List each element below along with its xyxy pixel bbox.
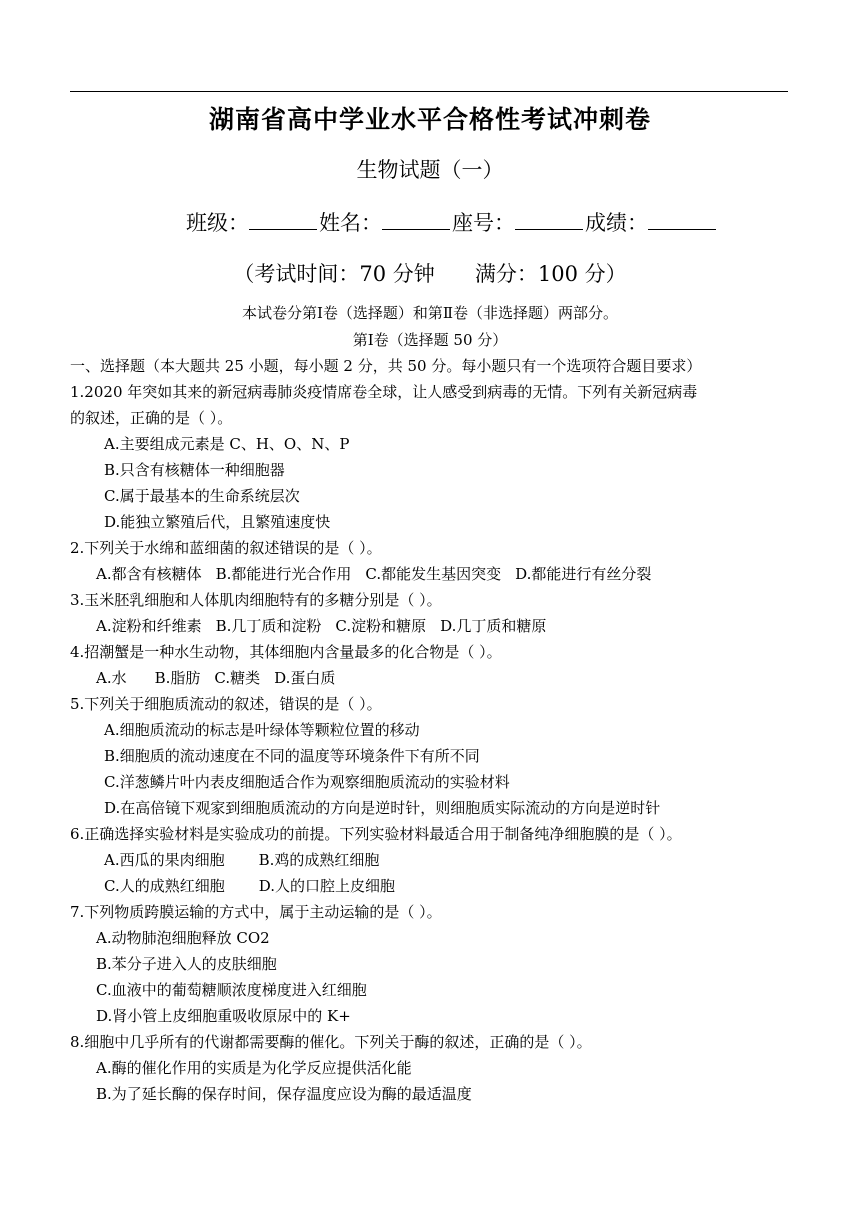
q1-stem-line2: 的叙述，正确的是（ ）。 [70,409,233,427]
full-score: 满分：100 分） [474,262,627,286]
q2-option-c: C.都能发生基因突变 [365,565,502,583]
exam-subtitle: 生物试题（一） [356,158,504,182]
q8-stem: 8.细胞中几乎所有的代谢都需要酶的催化。下列关于酶的叙述，正确的是（ ）。 [70,1033,592,1051]
q5-option-a: A.细胞质流动的标志是叶绿体等颗粒位置的移动 [104,721,420,739]
q6-option-b: B.鸡的成熟红细胞 [258,851,380,869]
q6-options-row2 [70,873,800,899]
questions-body [70,353,800,1107]
q2-option-d: D.都能进行有丝分裂 [515,565,652,583]
seat-blank [515,207,583,230]
q6-option-c: C.人的成熟红细胞 [104,877,225,895]
q8-option-b: B.为了延长酶的保存时间，保存温度应设为酶的最适温度 [96,1085,472,1103]
q2-options [70,561,800,587]
q2-stem: 2.下列关于水绵和蓝细菌的叙述错误的是（ ）。 [70,539,382,557]
q1-option-c: C.属于最基本的生命系统层次 [104,487,300,505]
q1-option-a: A.主要组成元素是 C、H、O、N、P [104,435,350,453]
student-info-row [186,205,718,241]
score-label: 成绩： [585,211,648,235]
q6-stem: 6.正确选择实验材料是实验成功的前提。下列实验材料最适合用于制备纯净细胞膜的是（ ）。 [70,825,682,843]
q4-option-c: C.糖类 [214,669,261,687]
structure-note: 本试卷分第Ⅰ卷（选择题）和第Ⅱ卷（非选择题）两部分。 [241,304,619,322]
score-blank [648,207,716,230]
q7-stem: 7.下列物质跨膜运输的方式中，属于主动运输的是（ ）。 [70,903,442,921]
time-limit: （考试时间：70 分钟 [233,262,435,286]
q6-option-a: A.西瓜的果肉细胞 [104,851,225,869]
q1-stem-line1: 1.2020 年突如其来的新冠病毒肺炎疫情席卷全球，让人感受到病毒的无情。下列有关新冠病毒 [70,383,698,401]
q4-option-d: D.蛋白质 [274,669,336,687]
q4-option-b: B.脂肪 [154,669,201,687]
q3-option-b: B.几丁质和淀粉 [215,617,322,635]
q7-option-c: C.血液中的葡萄糖顺浓度梯度进入红细胞 [96,981,367,999]
exam-time-row [0,256,860,292]
section-title: 一、选择题（本大题共 25 小题，每小题 2 分，共 50 分。每小题只有一个选项符合题目要求） [70,357,702,375]
q1-option-b: B.只含有核糖体一种细胞器 [104,461,285,479]
q6-option-d: D.人的口腔上皮细胞 [258,877,395,895]
q1-option-d: D.能独立繁殖后代，且繁殖速度快 [104,513,331,531]
q4-stem: 4.招潮蟹是一种水生动物，其体细胞内含量最多的化合物是（ ）。 [70,643,502,661]
q5-option-c: C.洋葱鳞片叶内表皮细胞适合作为观察细胞质流动的实验材料 [104,773,510,791]
class-blank [249,207,317,230]
q5-stem: 5.下列关于细胞质流动的叙述，错误的是（ ）。 [70,695,382,713]
q7-option-d: D.肾小管上皮细胞重吸收原尿中的 K+ [96,1007,351,1025]
q3-stem: 3.玉米胚乳细胞和人体肌肉细胞特有的多糖分别是（ ）。 [70,591,442,609]
name-label: 姓名： [319,211,382,235]
q2-option-b: B.都能进行光合作用 [215,565,352,583]
exam-title: 湖南省高中学业水平合格性考试冲刺卷 [208,105,651,134]
q6-options-row1 [70,847,800,873]
q5-option-d: D.在高倍镜下观家到细胞质流动的方向是逆时针，则细胞质实际流动的方向是逆时针 [104,799,661,817]
name-blank [382,207,450,230]
q3-option-a: A.淀粉和纤维素 [96,617,202,635]
seat-label: 座号： [452,211,515,235]
q3-option-c: C.淀粉和糖原 [335,617,427,635]
class-label: 班级： [186,211,249,235]
q7-option-a: A.动物肺泡细胞释放 CO2 [96,929,270,947]
header-rule [70,91,788,92]
q2-option-a: A.都含有核糖体 [96,565,202,583]
q3-option-d: D.几丁质和糖原 [440,617,547,635]
q7-option-b: B.苯分子进入人的皮肤细胞 [96,955,277,973]
q4-option-a: A.水 [96,669,127,687]
part1-title: 第Ⅰ卷（选择题 50 分） [352,331,508,349]
q4-options [70,665,800,691]
q8-option-a: A.酶的催化作用的实质是为化学反应提供活化能 [96,1059,412,1077]
q5-option-b: B.细胞质的流动速度在不同的温度等环境条件下有所不同 [104,747,480,765]
q3-options [70,613,800,639]
